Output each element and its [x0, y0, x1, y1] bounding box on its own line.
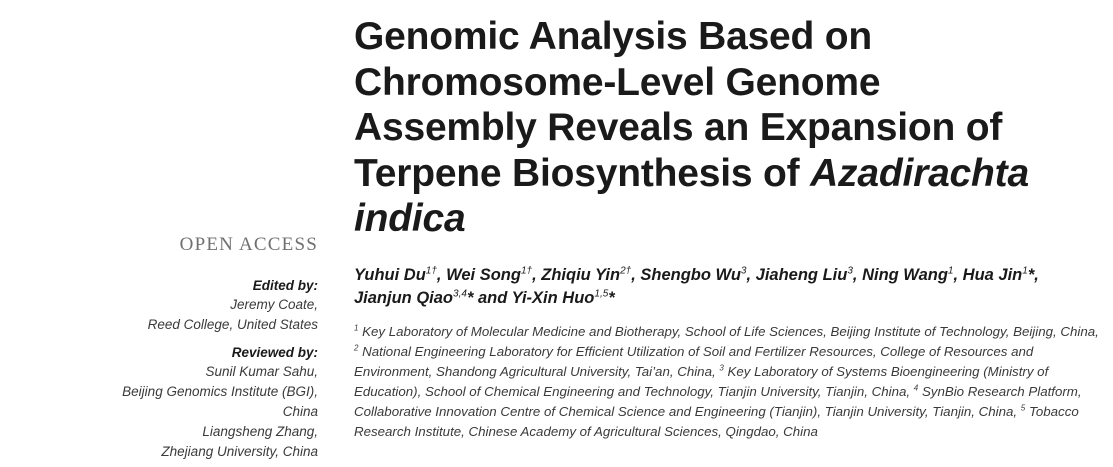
- author[interactable]: Shengbo Wu$^3$: [640, 265, 747, 284]
- reviewer-2-affiliation: Zhejiang University, China: [161, 444, 318, 459]
- affiliations: [354, 322, 1099, 442]
- author[interactable]: Yuhui $Du^{1\dagger}$: [354, 265, 437, 284]
- affiliation-number: 1: [354, 323, 359, 333]
- reviewed-by-label: Reviewed by:: [231, 345, 318, 360]
- title-line-1: Genomic Analysis Based on: [354, 15, 873, 58]
- edited-by-label: Edited by:: [252, 278, 318, 293]
- title-line-3: Assembly Reveals an Expansion of: [354, 106, 1003, 149]
- editor-name[interactable]: Jeremy Coate,: [230, 297, 318, 312]
- affiliation-number: 4: [913, 383, 919, 393]
- sidebar-gap: [0, 335, 318, 343]
- editor-affiliation: Reed College, United States: [147, 317, 318, 332]
- author-list: Yuhui $Du^{1\dagger}$, Wei Song$^{1\dagger}$, Zhiqiu Yin$^{2\dagger}$, Shengbo Wu$^3$, Jiaheng Liu$^3$, Ning Wang$^1$, Hua Jin$^1$*, Jianjun Qiao$^{3,4}$* and Yi-Xin Huo$^{1,5}$*: [354, 265, 1039, 307]
- affiliation-number: 2: [354, 343, 359, 353]
- author[interactable]: Jiaheng Liu$^3$: [755, 265, 853, 284]
- article-title: [354, 14, 1099, 242]
- article-header: [354, 14, 1099, 442]
- author[interactable]: Ning Wang$^1$: [862, 265, 954, 284]
- author[interactable]: Wei Song$^{1\dagger}$: [446, 265, 533, 284]
- open-access-label: OPEN ACCESS: [179, 234, 318, 255]
- author[interactable]: Jianjun Qiao$^{3,4}$: [354, 288, 467, 307]
- affiliation-text: SynBio Research Platform, Collaborative Innovation Centre of Chemical Science and Engineering (Tianjin), Tianjin University, Tianjin, China,: [354, 383, 1082, 419]
- article-sidebar: [0, 234, 318, 462]
- title-line-4: Terpene Biosynthesis of: [354, 151, 811, 195]
- reviewer-1-affiliation: Beijing Genomics Institute (BGI),: [122, 384, 318, 399]
- reviewer-1-country: China: [282, 404, 318, 419]
- affiliation-number: 5: [1020, 403, 1026, 413]
- title-species-epithet: indica: [354, 197, 466, 240]
- title-line-2: Chromosome-Level Genome: [354, 60, 881, 104]
- affiliation-text: Key Laboratory of Systems Bioengineering (Ministry of Education), School of Chemical Engineering and Technology, Tianjin University, Tianjin, China,: [354, 363, 1049, 399]
- author[interactable]: Zhiqiu Yin$^{2\dagger}$: [541, 265, 632, 284]
- author[interactable]: Yi-Xin Huo$^{1,5}$: [511, 288, 609, 307]
- affiliation-text: Tobacco Research Institute, Chinese Academy of Agricultural Sciences, Qingdao, China: [354, 403, 1079, 439]
- author[interactable]: Hua Jin$^1$: [962, 265, 1028, 284]
- reviewer-2-name[interactable]: Liangsheng Zhang,: [202, 424, 318, 439]
- affiliation-text: National Engineering Laboratory for Efficient Utilization of Soil and Fertilizer Resources, College of Resources and Environment, Shandong Agricultural University, Tai’an, China,: [354, 343, 1034, 379]
- affiliation-text: Key Laboratory of Molecular Medicine and Biotherapy, School of Life Sciences, Beijing Institute of Technology, Beijing, China,: [362, 323, 1099, 339]
- title-species-genus: Azadirachta: [810, 151, 1029, 195]
- reviewer-1-name[interactable]: Sunil Kumar Sahu,: [205, 364, 318, 379]
- affiliation-number: 3: [719, 363, 724, 373]
